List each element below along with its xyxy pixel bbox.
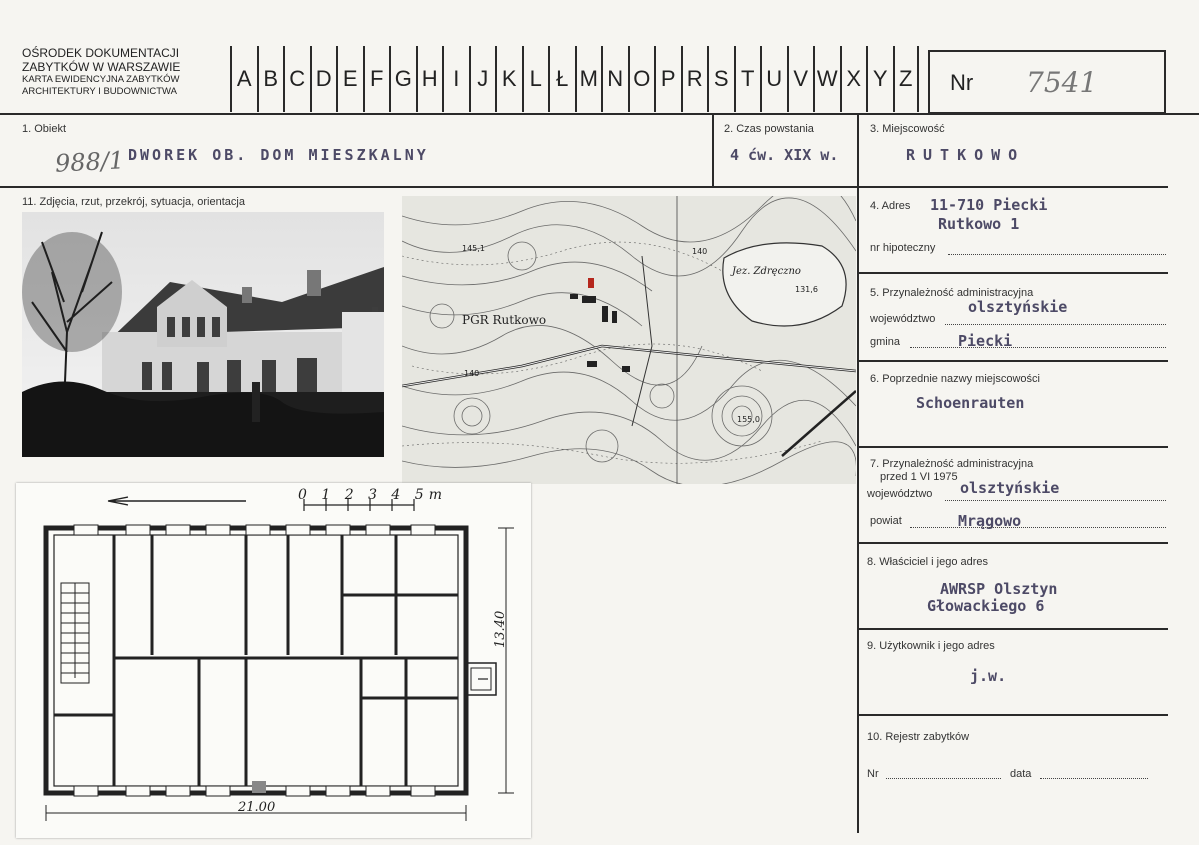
index-letter: U [760,46,787,112]
rejestr-nr-label: Nr [867,768,879,780]
nr-handwritten-value: 7541 [1026,66,1098,99]
czas-label: 2. Czas powstania [724,123,814,135]
index-letter: T [734,46,761,112]
index-letter: O [628,46,655,112]
obiekt-label: 1. Obiekt [22,123,67,135]
poprzednie-label: 6. Poprzednie nazwy miejscowości [870,373,1040,385]
index-letter: N [601,46,628,112]
adres-line-1: 11-710 Piecki [930,196,1048,214]
institution-line-3: KARTA EWIDENCYJNA ZABYTKÓW [22,74,180,85]
index-letter: X [840,46,867,112]
depth-dimension: 13.40 [493,610,508,648]
map-elevation-1: 131,6 [795,285,818,294]
row1-rule [0,186,1168,188]
record-number-box [928,50,1166,114]
hipoteczny-label: nr hipoteczny [870,242,936,254]
header-rule [0,113,1199,115]
rule-9 [857,714,1168,716]
wojewodztwo-line [945,324,1166,325]
institution-line-4: ARCHITEKTURY I BUDOWNICTWA [22,86,177,97]
index-letter: J [469,46,496,112]
col-divider-1 [712,113,714,188]
building-photo [22,212,384,457]
uzytkownik-label: 9. Użytkownik i jego adres [867,640,995,652]
gmina-value: Piecki [958,332,1013,350]
index-letter: I [442,46,469,112]
index-letter: W [813,46,840,112]
index-letter: G [389,46,416,112]
map-elevation-4: 155,0 [737,415,760,424]
index-letter: V [787,46,814,112]
index-letter: B [257,46,284,112]
wlasciciel-line-1: AWRSP Olsztyn [940,580,1058,598]
rule-4 [857,272,1168,274]
przynaleznosc-old-label: 7. Przynależność administracyjna [870,458,1034,470]
miejscowosc-label: 3. Miejscowość [870,123,945,135]
powiat-value: Mrągowo [958,512,1022,530]
miejscowosc-value: RUTKOWO [906,146,1026,164]
gmina-line [910,347,1166,348]
index-letter: D [310,46,337,112]
index-letter: S [707,46,734,112]
map-elevation-2: 140 [692,247,708,256]
rule-7 [857,542,1168,544]
right-column-divider [857,113,859,833]
scale-label: 0 1 2 3 4 5m [298,487,447,503]
index-letter-row [230,46,919,112]
index-letter: Z [893,46,920,112]
hipoteczny-line [948,254,1166,255]
wojewodztwo-old-label: województwo [867,488,933,500]
index-letter: E [336,46,363,112]
uzytkownik-value: j.w. [970,667,1007,685]
adres-label: 4. Adres [870,200,911,212]
index-letter: K [495,46,522,112]
nr-label: Nr [950,70,974,95]
institution-block [22,46,180,98]
index-letter: R [681,46,708,112]
wojewodztwo-value: olsztyńskie [968,298,1068,316]
wlasciciel-label: 8. Właściciel i jego adres [867,556,989,568]
index-letter: Y [866,46,893,112]
zdjecia-label: 11. Zdjęcia, rzut, przekrój, sytuacja, orientacja [22,196,245,208]
czas-value: 4 ćw. XIX w. [730,146,839,164]
map-label-lake: Jez. Zdręczno [732,266,801,277]
index-letter: Ł [548,46,575,112]
rule-5 [857,360,1168,362]
adres-line-2: Rutkowo 1 [938,215,1020,233]
index-letter: F [363,46,390,112]
index-letter: H [416,46,443,112]
przynaleznosc-old-sub: przed 1 VI 1975 [880,471,958,483]
index-letter: A [230,46,257,112]
index-letter: P [654,46,681,112]
index-letter: M [575,46,602,112]
index-letter: C [283,46,310,112]
obiekt-value: DWOREK OB. DOM MIESZKALNY [128,146,429,164]
institution-line-2: ZABYTKÓW W WARSZAWIE [22,60,181,74]
przynaleznosc-label: 5. Przynależność administracyjna [870,287,1034,299]
wojewodztwo-label: województwo [870,313,936,325]
wojewodztwo-old-line [945,500,1166,501]
width-dimension: 21.00 [238,800,276,815]
powiat-label: powiat [870,515,902,527]
poprzednie-value: Schoenrauten [916,394,1025,412]
powiat-line [910,527,1166,528]
rejestr-label: 10. Rejestr zabytków [867,731,970,743]
rule-6 [857,446,1168,448]
index-letter: L [522,46,549,112]
rule-8 [857,628,1168,630]
rejestr-nr-line [886,778,1001,779]
gmina-label: gmina [870,336,900,348]
wlasciciel-line-2: Głowackiego 6 [927,597,1045,615]
institution-line-1: OŚRODEK DOKUMENTACJI [22,46,180,60]
rejestr-data-label: data [1010,768,1032,780]
topographic-map [402,196,856,484]
rejestr-data-line [1040,778,1148,779]
map-elevation-5: 140 [464,369,480,378]
obiekt-handwritten: 988/1 [54,146,125,178]
floor-plan [16,483,531,838]
map-elevation-3: 145,1 [462,244,485,253]
map-label-pgr: PGR Rutkowo [462,313,547,327]
wojewodztwo-old-value: olsztyńskie [960,479,1060,497]
